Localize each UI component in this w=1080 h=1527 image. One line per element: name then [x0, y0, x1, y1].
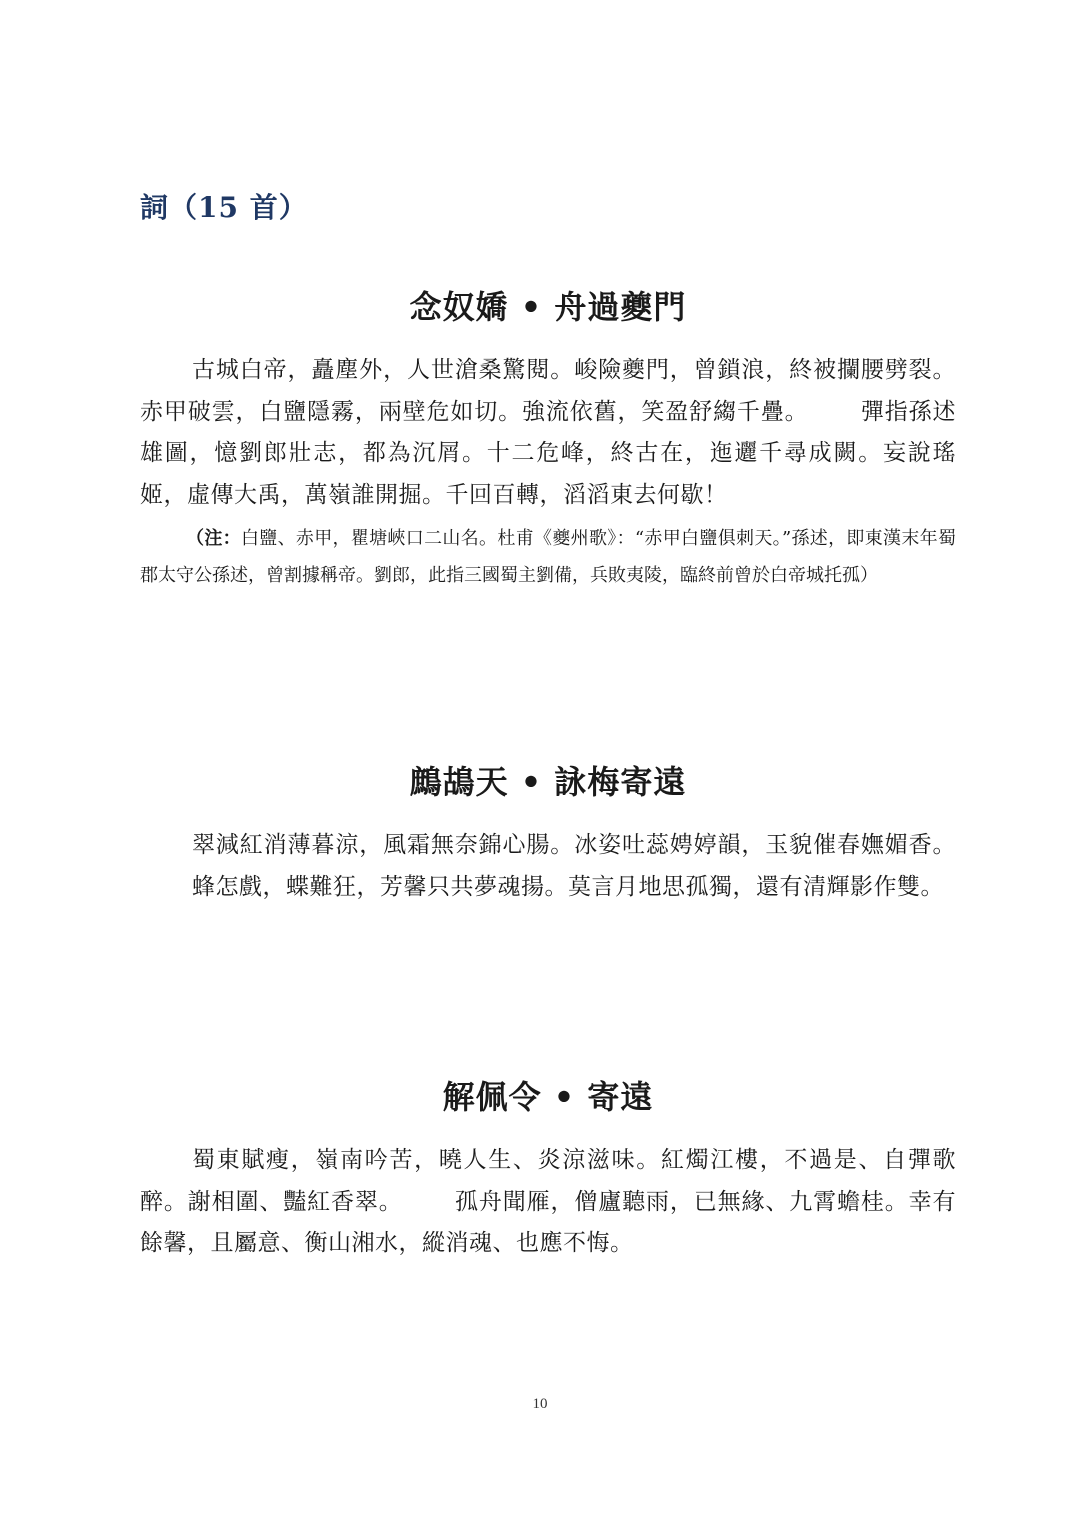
poem-stanza-1: 古城白帝，矗塵外，人世滄桑驚閱。峻險夔門，曾鎖浪，終被攔腰劈裂。赤甲破雲，白鹽隱霧，兩壁危如切。強流依舊，笑盈舒縐千疊。 — [140, 357, 956, 425]
poem-title: 念奴嬌 • 舟過夔門 — [409, 288, 687, 326]
poem-body — [140, 825, 956, 908]
poem-stanza-1: 翠減紅消薄暮涼，風霜無奈錦心腸。冰姿吐蕊娉婷韻，玉貌催春嫵媚香。 — [192, 832, 956, 858]
poem-zhe-gu-tian — [140, 757, 956, 908]
page-number: 10 — [532, 1396, 548, 1412]
note-label: （注： — [186, 528, 241, 549]
poem-stanza-1: 蜀東賦瘦，嶺南吟苦，曉人生、炎涼滋味。紅燭江樓，不過是、自彈歌醉。謝相圍、豔紅香翠。 — [140, 1147, 956, 1215]
poem-title: 鷓鴣天 • 詠梅寄遠 — [409, 763, 687, 801]
poem-note — [140, 520, 956, 594]
poem-body — [140, 1140, 956, 1265]
poem-stanza-2: 彈指孫述雄圖，憶劉郎壯志，都為沉屑。十二危峰，終古在，迤邐千尋成闕。妄說瑤姬，虛傳大禹，萬嶺誰開掘。千回百轉，滔滔東去何歇！ — [140, 398, 956, 508]
poem-stanza-2: 蜂怎戲，蝶難狂，芳馨只共夢魂揚。莫言月地思孤獨，還有清輝影作雙。 — [192, 873, 944, 900]
poem-body — [140, 350, 956, 516]
poem-stanza-2: 孤舟聞雁，僧廬聽雨，已無緣、九霄蟾桂。幸有餘馨，且屬意、衡山湘水，縱消魂、也應不悔。 — [140, 1188, 956, 1256]
poem-nian-nu-jiao — [140, 282, 956, 594]
poem-title: 解佩令 • 寄遠 — [442, 1078, 654, 1116]
poem-jie-pei-ling — [140, 1072, 956, 1265]
section-heading: 詞（15 首） — [140, 191, 308, 224]
note-text: 白鹽、赤甲，瞿塘峽口二山名。杜甫《夔州歌》：“赤甲白鹽俱刺天。”孫述，即東漢末年蜀郡太守公孫述，曾割據稱帝。劉郎，此指三國蜀主劉備，兵敗夷陵，臨終前曾於白帝城托孤） — [140, 528, 956, 586]
